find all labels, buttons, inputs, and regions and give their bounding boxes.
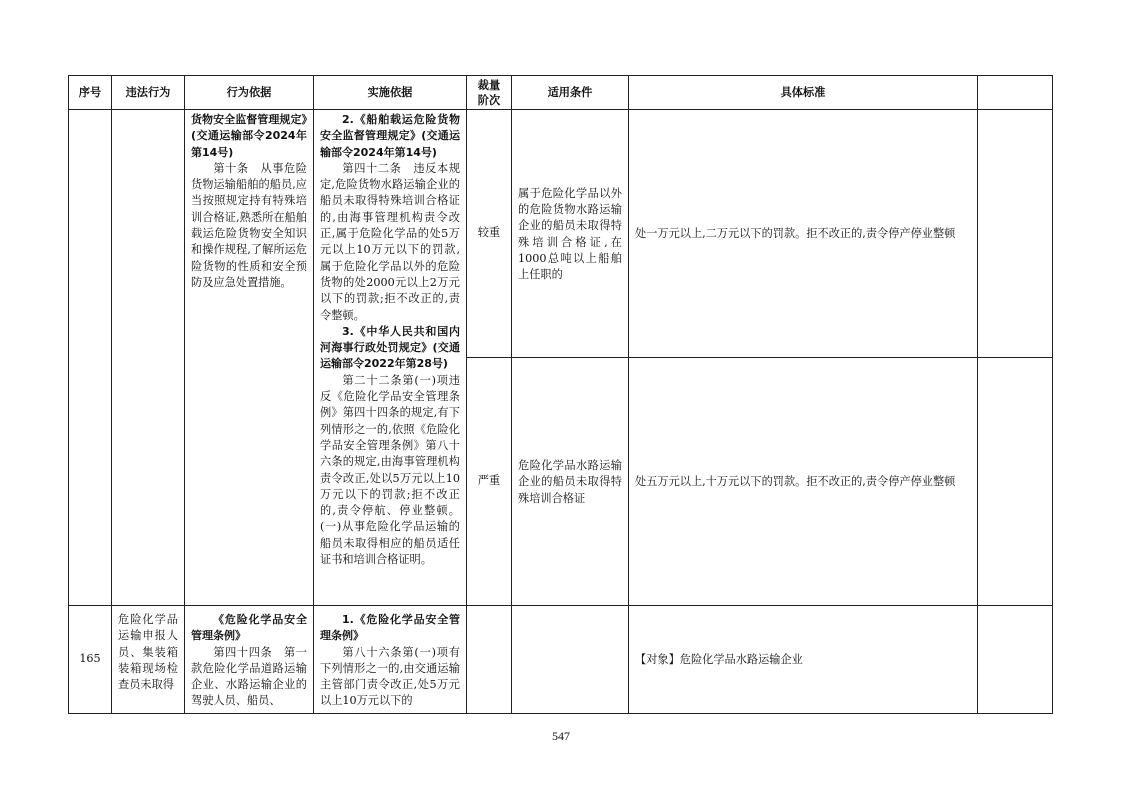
impl-basis-3-title: 3.《中华人民共和国内河海事行政处罚规定》(交通运输部令2022年第28号): [320, 324, 460, 371]
impl-basis-2-text: 第四十二条 违反本规定,危险货物水路运输企业的船员未取得特殊培训合格证的,由海事管理机构责令改正,属于危险化学品的处5万元以上10万元以下的罚款,属于危险化学品以外的危险货物的处2000元以上2万元以下的罚款;拒不改正的,责令整顿。: [320, 161, 460, 322]
condition-cell-a: 属于危险化学品以外的危险货物水路运输企业的船员未取得特殊培训合格证,在1000总吨以上船舶上任职的: [512, 110, 629, 358]
discretion-level-severe-b: 严重: [467, 358, 512, 606]
blank-cell-c: [978, 606, 1053, 714]
behavior-basis-text: 第十条 从事危险货物运输船舶的船员,应当按照规定持有特殊培训合格证,熟悉所在船舶载运危险货物安全知识和操作规程,了解所运危险货物的性质和安全预防及应急处置措施。: [191, 161, 307, 289]
violation-description: 危险化学品运输申报人员、集装箱装箱现场检查员未取得: [112, 606, 185, 714]
table-row: [69, 606, 1053, 714]
standard-cell-b: 处五万元以上,十万元以下的罚款。拒不改正的,责令停产停业整顿: [629, 358, 978, 606]
seq-number: 165: [69, 606, 112, 714]
standard-cell-a: 处一万元以上,二万元以下的罚款。拒不改正的,责令停产停业整顿: [629, 110, 978, 358]
table-header-row: [69, 76, 1053, 110]
header-behavior-basis: 行为依据: [185, 76, 314, 110]
header-discretion-level: 裁量阶次: [467, 76, 512, 110]
implementation-basis-cell-2: [314, 606, 467, 714]
standard-object-cell: 【对象】危险化学品水路运输企业: [629, 606, 978, 714]
discretion-level-serious-a: 较重: [467, 110, 512, 358]
header-specific-standard: 具体标准: [629, 76, 978, 110]
header-implementation-basis: 实施依据: [314, 76, 467, 110]
behavior-basis-text-2: 第四十四条 第一款危险化学品道路运输企业、水路运输企业的驾驶人员、船员、: [191, 645, 307, 708]
seq-cell-empty: [69, 110, 112, 606]
blank-cell-b: [978, 358, 1053, 606]
header-violation: 违法行为: [112, 76, 185, 110]
table-row: [69, 110, 1053, 358]
page-number: 547: [552, 729, 570, 743]
condition-cell-empty: [512, 606, 629, 714]
behavior-basis-title: 货物安全监督管理规定》(交通运输部令2024年第14号): [191, 113, 307, 159]
impl-basis-1-text: 第八十六条第(一)项有下列情形之一的,由交通运输主管部门责令改正,处5万元以上10万元以下的: [320, 645, 460, 708]
penalty-standards-table: [68, 75, 1053, 714]
behavior-basis-title-2: 《危险化学品安全管理条例》: [191, 613, 307, 643]
behavior-basis-cell: [185, 110, 314, 606]
impl-basis-1-title: 1.《危险化学品安全管理条例》: [320, 613, 460, 643]
impl-basis-2-title: 2.《船舶载运危险货物安全监督管理规定》(交通运输部令2024年第14号): [320, 113, 460, 159]
blank-cell-a: [978, 110, 1053, 358]
violation-cell-empty: [112, 110, 185, 606]
behavior-basis-cell-2: [185, 606, 314, 714]
header-seq: 序号: [69, 76, 112, 110]
header-applicable-conditions: 适用条件: [512, 76, 629, 110]
impl-basis-3-text: 第二十二条第(一)项违反《危险化学品安全管理条例》第四十四条的规定,有下列情形之一的,依照《危险化学品安全管理条例》第八十六条的规定,由海事管理机构责令改正,处以5万元以上10万元以下的罚款;拒不改正的,责令停航、停业整顿。(一)从事危险化学品运输的船员未取得相应的船员适任证书和培训合格证明。: [320, 373, 460, 567]
implementation-basis-cell: [314, 110, 467, 606]
header-blank: [978, 76, 1053, 110]
discretion-level-empty: [467, 606, 512, 714]
condition-cell-b: 危险化学品水路运输企业的船员未取得特殊培训合格证: [512, 358, 629, 606]
